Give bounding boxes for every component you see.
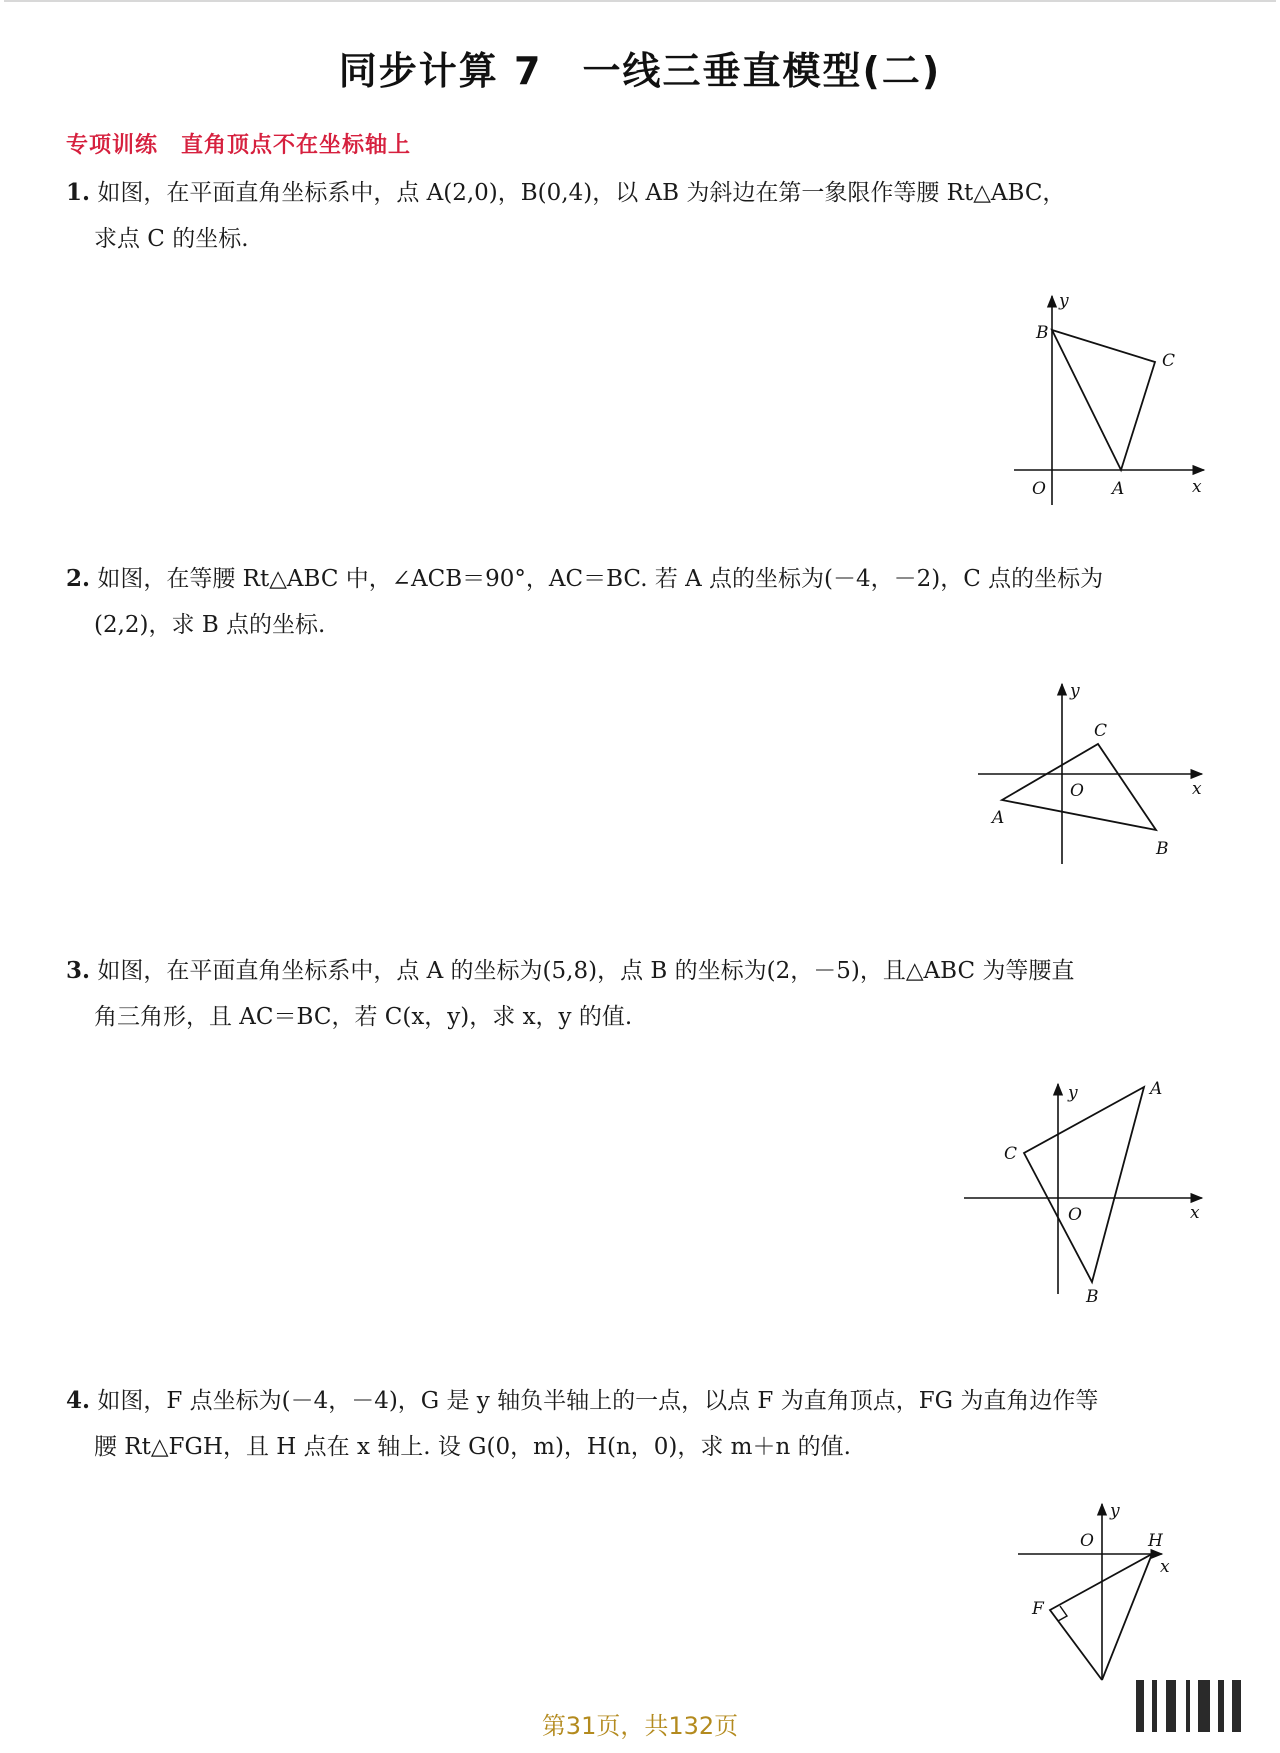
triangle-abc: [1024, 1087, 1144, 1282]
label-a: A: [1150, 1079, 1163, 1099]
label-b: B: [1036, 323, 1049, 343]
label-y: y: [1070, 681, 1080, 701]
label-x: x: [1160, 1557, 1170, 1577]
triangle-abc: [1052, 330, 1155, 470]
label-o: O: [1080, 1531, 1094, 1551]
right-angle-mark: [1058, 1606, 1067, 1621]
problem-2: [66, 556, 1206, 648]
label-a: A: [1112, 479, 1125, 499]
label-o: O: [1032, 479, 1046, 499]
figure-3: [960, 1080, 1210, 1310]
problem-text-line1: 如图，在平面直角坐标系中，点 A 的坐标为(5,8)，点 B 的坐标为(2，－5)，且△ABC 为等腰直: [97, 958, 1075, 984]
problem-text-line2: 求点 C 的坐标.: [94, 226, 249, 252]
label-h: H: [1148, 1531, 1163, 1551]
label-x: x: [1192, 779, 1202, 799]
label-c: C: [1162, 351, 1176, 371]
problem-number: 2.: [66, 565, 91, 592]
label-c: C: [1004, 1144, 1018, 1164]
problem-number: 1.: [66, 179, 91, 206]
label-b: B: [1156, 839, 1169, 859]
label-c: C: [1094, 721, 1108, 741]
label-o: O: [1070, 781, 1084, 801]
problem-number: 3.: [66, 957, 91, 984]
label-y: y: [1059, 291, 1069, 311]
figure-2: [970, 680, 1210, 870]
problem-number: 4.: [66, 1387, 91, 1414]
problem-text-line1: 如图，在平面直角坐标系中，点 A(2,0)，B(0,4)，以 AB 为斜边在第一象限作等腰 Rt△ABC，: [97, 180, 1066, 206]
label-y: y: [1068, 1083, 1078, 1103]
figure-1: [1000, 290, 1220, 520]
page-title: 同步计算 7 一线三垂直模型(二): [338, 49, 942, 93]
problem-4: [66, 1378, 1206, 1470]
label-x: x: [1190, 1203, 1200, 1223]
problem-text-line2: 角三角形，且 AC＝BC，若 C(x，y)，求 x，y 的值.: [94, 1004, 633, 1030]
problem-text-line2: (2,2)，求 B 点的坐标.: [94, 612, 326, 638]
label-o: O: [1068, 1205, 1082, 1225]
label-x: x: [1192, 477, 1202, 497]
figure-4: [1010, 1500, 1210, 1680]
problem-3: [66, 948, 1206, 1040]
label-f: F: [1032, 1599, 1044, 1619]
label-b: B: [1086, 1287, 1099, 1307]
problem-text-line2: 腰 Rt△FGH，且 H 点在 x 轴上. 设 G(0，m)，H(n，0)，求 m＋n 的值.: [94, 1434, 851, 1460]
problem-text-line1: 如图，F 点坐标为(－4，－4)，G 是 y 轴负半轴上的一点，以点 F 为直角顶点，FG 为直角边作等: [97, 1388, 1099, 1414]
problem-text-line1: 如图，在等腰 Rt△ABC 中，∠ACB＝90°，AC＝BC. 若 A 点的坐标为(－4，－2)，C 点的坐标为: [97, 566, 1104, 592]
problem-1: [66, 170, 1206, 262]
label-a: A: [992, 808, 1005, 828]
label-y: y: [1110, 1501, 1120, 1521]
section-heading: 专项训练 直角顶点不在坐标轴上: [66, 133, 412, 158]
page-footer: 第31页，共132页: [541, 1712, 739, 1740]
page-top-border: [4, 0, 1276, 12]
